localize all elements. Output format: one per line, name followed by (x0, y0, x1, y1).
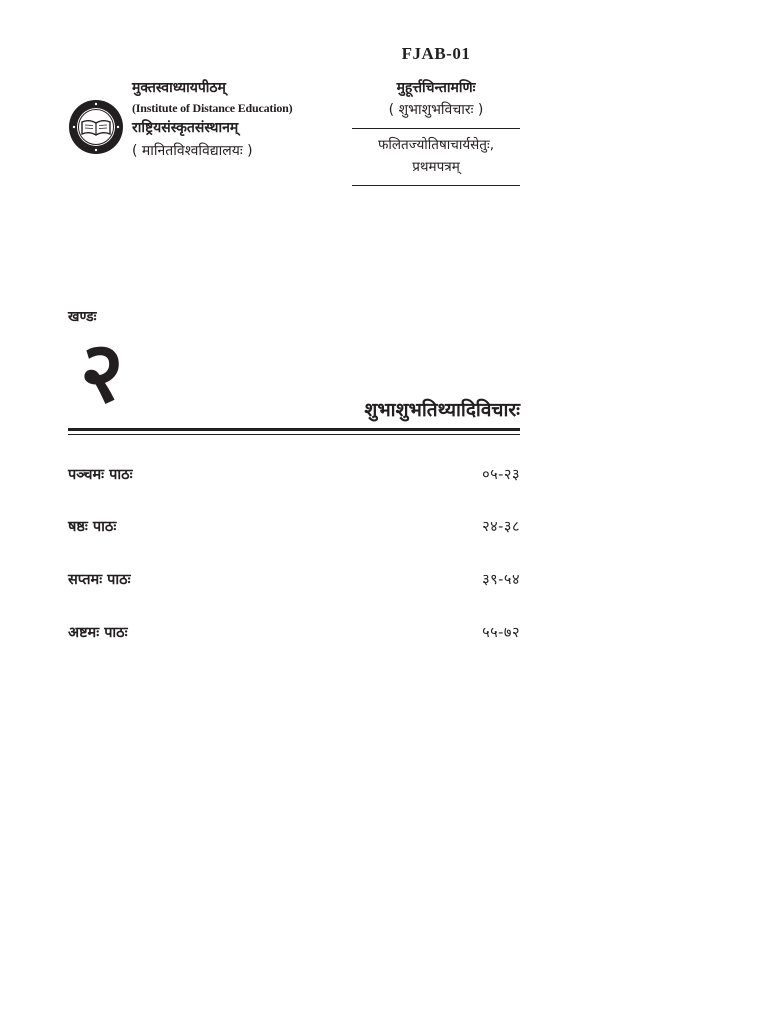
subject-subtitle: ( शुभाशुभविचारः ) (388, 102, 484, 118)
lesson-label: अष्टमः पाठः (68, 625, 128, 641)
institute-name-sanskrit: मुक्तस्वाध्यायपीठम् (132, 80, 226, 96)
lesson-pages: ३९-५४ (482, 572, 520, 588)
list-item (68, 569, 520, 591)
header-divider-bottom (352, 185, 520, 186)
institute-name-english: (Institute of Distance Education) (132, 101, 293, 115)
lesson-label: पञ्चमः पाठः (68, 467, 133, 483)
parent-institute-name: राष्ट्रियसंस्कृतसंस्थानम् (132, 120, 239, 136)
header-divider-top (352, 128, 520, 129)
course-code: FJAB-01 (401, 44, 471, 63)
khand-label: खण्डः (68, 309, 97, 325)
course-name-line2: प्रथमपत्रम् (412, 159, 460, 175)
course-name-line1: फलितज्योतिषाचार्यसेतुः, (377, 137, 495, 153)
khand-title: शुभाशुभतिथ्यादिविचारः (364, 399, 520, 421)
list-item (68, 516, 520, 538)
institute-emblem-icon (68, 98, 124, 156)
khand-number: २ (80, 323, 124, 421)
lesson-pages: ०५-२३ (482, 467, 520, 483)
list-item (68, 622, 520, 644)
university-status: ( मानितविश्वविद्यालयः ) (132, 143, 253, 159)
list-item (68, 464, 520, 486)
lesson-pages: ५५-७२ (482, 625, 520, 641)
lesson-pages: २४-३८ (482, 519, 520, 535)
subject-title: मुहूर्त्तचिन्तामणिः (396, 80, 476, 96)
khand-divider-thin (68, 434, 520, 435)
khand-divider-thick (68, 428, 520, 431)
lesson-label: सप्तमः पाठः (68, 572, 131, 588)
lesson-label: षष्ठः पाठः (68, 519, 117, 535)
